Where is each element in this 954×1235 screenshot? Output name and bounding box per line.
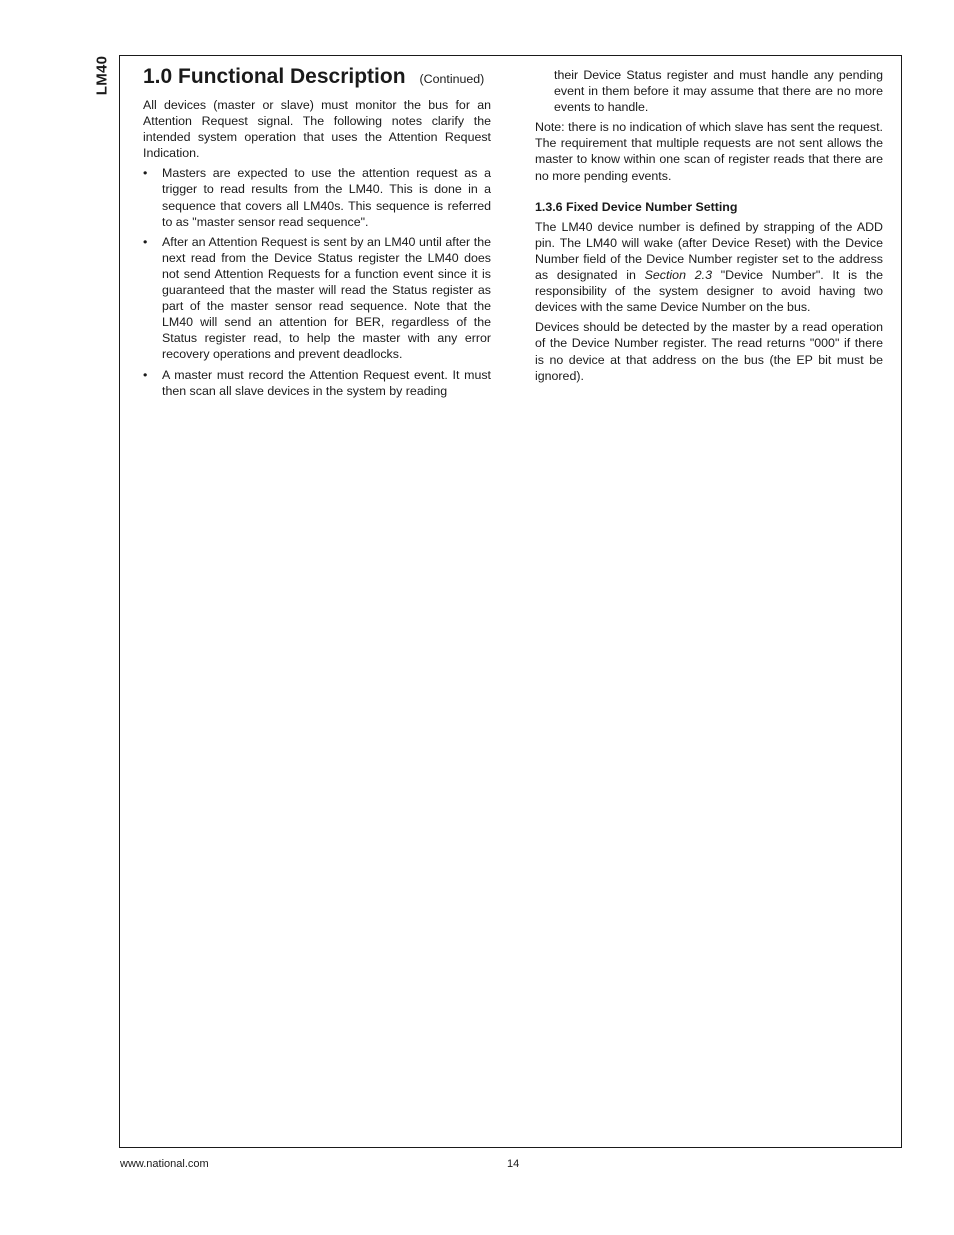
continued-label: (Continued): [419, 72, 485, 86]
list-item: [143, 234, 491, 363]
list-item-text: Masters are expected to use the attention request as a trigger to read results from the LM40. This is done in a sequence that covers all LM40s. This sequence is referred to as "master sensor read sequence".: [162, 166, 491, 229]
section-title: 1.0 Functional Description: [143, 65, 406, 88]
intro-paragraph: All devices (master or slave) must monitor the bus for an Attention Request signal. The following notes clarify the intended system operation that uses the Attention Request Indication.: [143, 98, 491, 161]
bullet-icon: •: [143, 166, 148, 181]
left-column: [143, 64, 491, 403]
footer-url: www.national.com: [120, 1158, 209, 1170]
section-header: [143, 64, 491, 90]
subsection-heading: 1.3.6 Fixed Device Number Setting: [535, 199, 738, 214]
list-item-text: A master must record the Attention Request event. It must then scan all slave devices in the system by reading: [162, 367, 491, 398]
right-column: [535, 67, 883, 388]
bullet-icon: •: [143, 234, 148, 249]
bullet-icon: •: [143, 367, 148, 382]
detection-paragraph: Devices should be detected by the master by a read operation of the Device Number register. The read returns "000" if there is no device at that address on the bus (the EP bit must be ignored).: [535, 320, 883, 383]
list-item: [143, 367, 491, 399]
list-item: [143, 165, 491, 229]
page-number: 14: [507, 1158, 520, 1170]
bullet-continuation: their Device Status register and must handle any pending event in them before it may assume that there are no more events to handle.: [554, 68, 883, 115]
section-reference: Section 2.3: [644, 268, 712, 283]
device-number-text-start: The LM40 device number is defined by strapping of the ADD pin. The LM40 will wake (after Device Reset) with the Device Number field of the Device Number register set to the address as designated in: [535, 219, 883, 283]
device-number-paragraph: [535, 219, 883, 316]
bullet-list: [143, 165, 491, 398]
note-paragraph: Note: there is no indication of which slave has sent the request. The requirement that multiple requests are not sent allows the master to know within one scan of register reads that there are no more pending events.: [535, 120, 883, 183]
device-number-text-end: "Device Number". It is the responsibility of the system designer to avoid having two devices with the same Device Number on the bus.: [535, 268, 884, 315]
side-product-tab: [92, 52, 112, 98]
list-item-text: After an Attention Request is sent by an LM40 until after the next read from the Device Status register the LM40 does not send Attention Requests for a function event since it is guaranteed that the master will read the Status register as part of the master sensor read sequence. Note that the LM40 will send an attention for BER, regardless of the Status register read, to help the master with any error recovery operations and prevent deadlocks.: [162, 234, 491, 362]
side-product-label: LM40: [93, 55, 111, 95]
